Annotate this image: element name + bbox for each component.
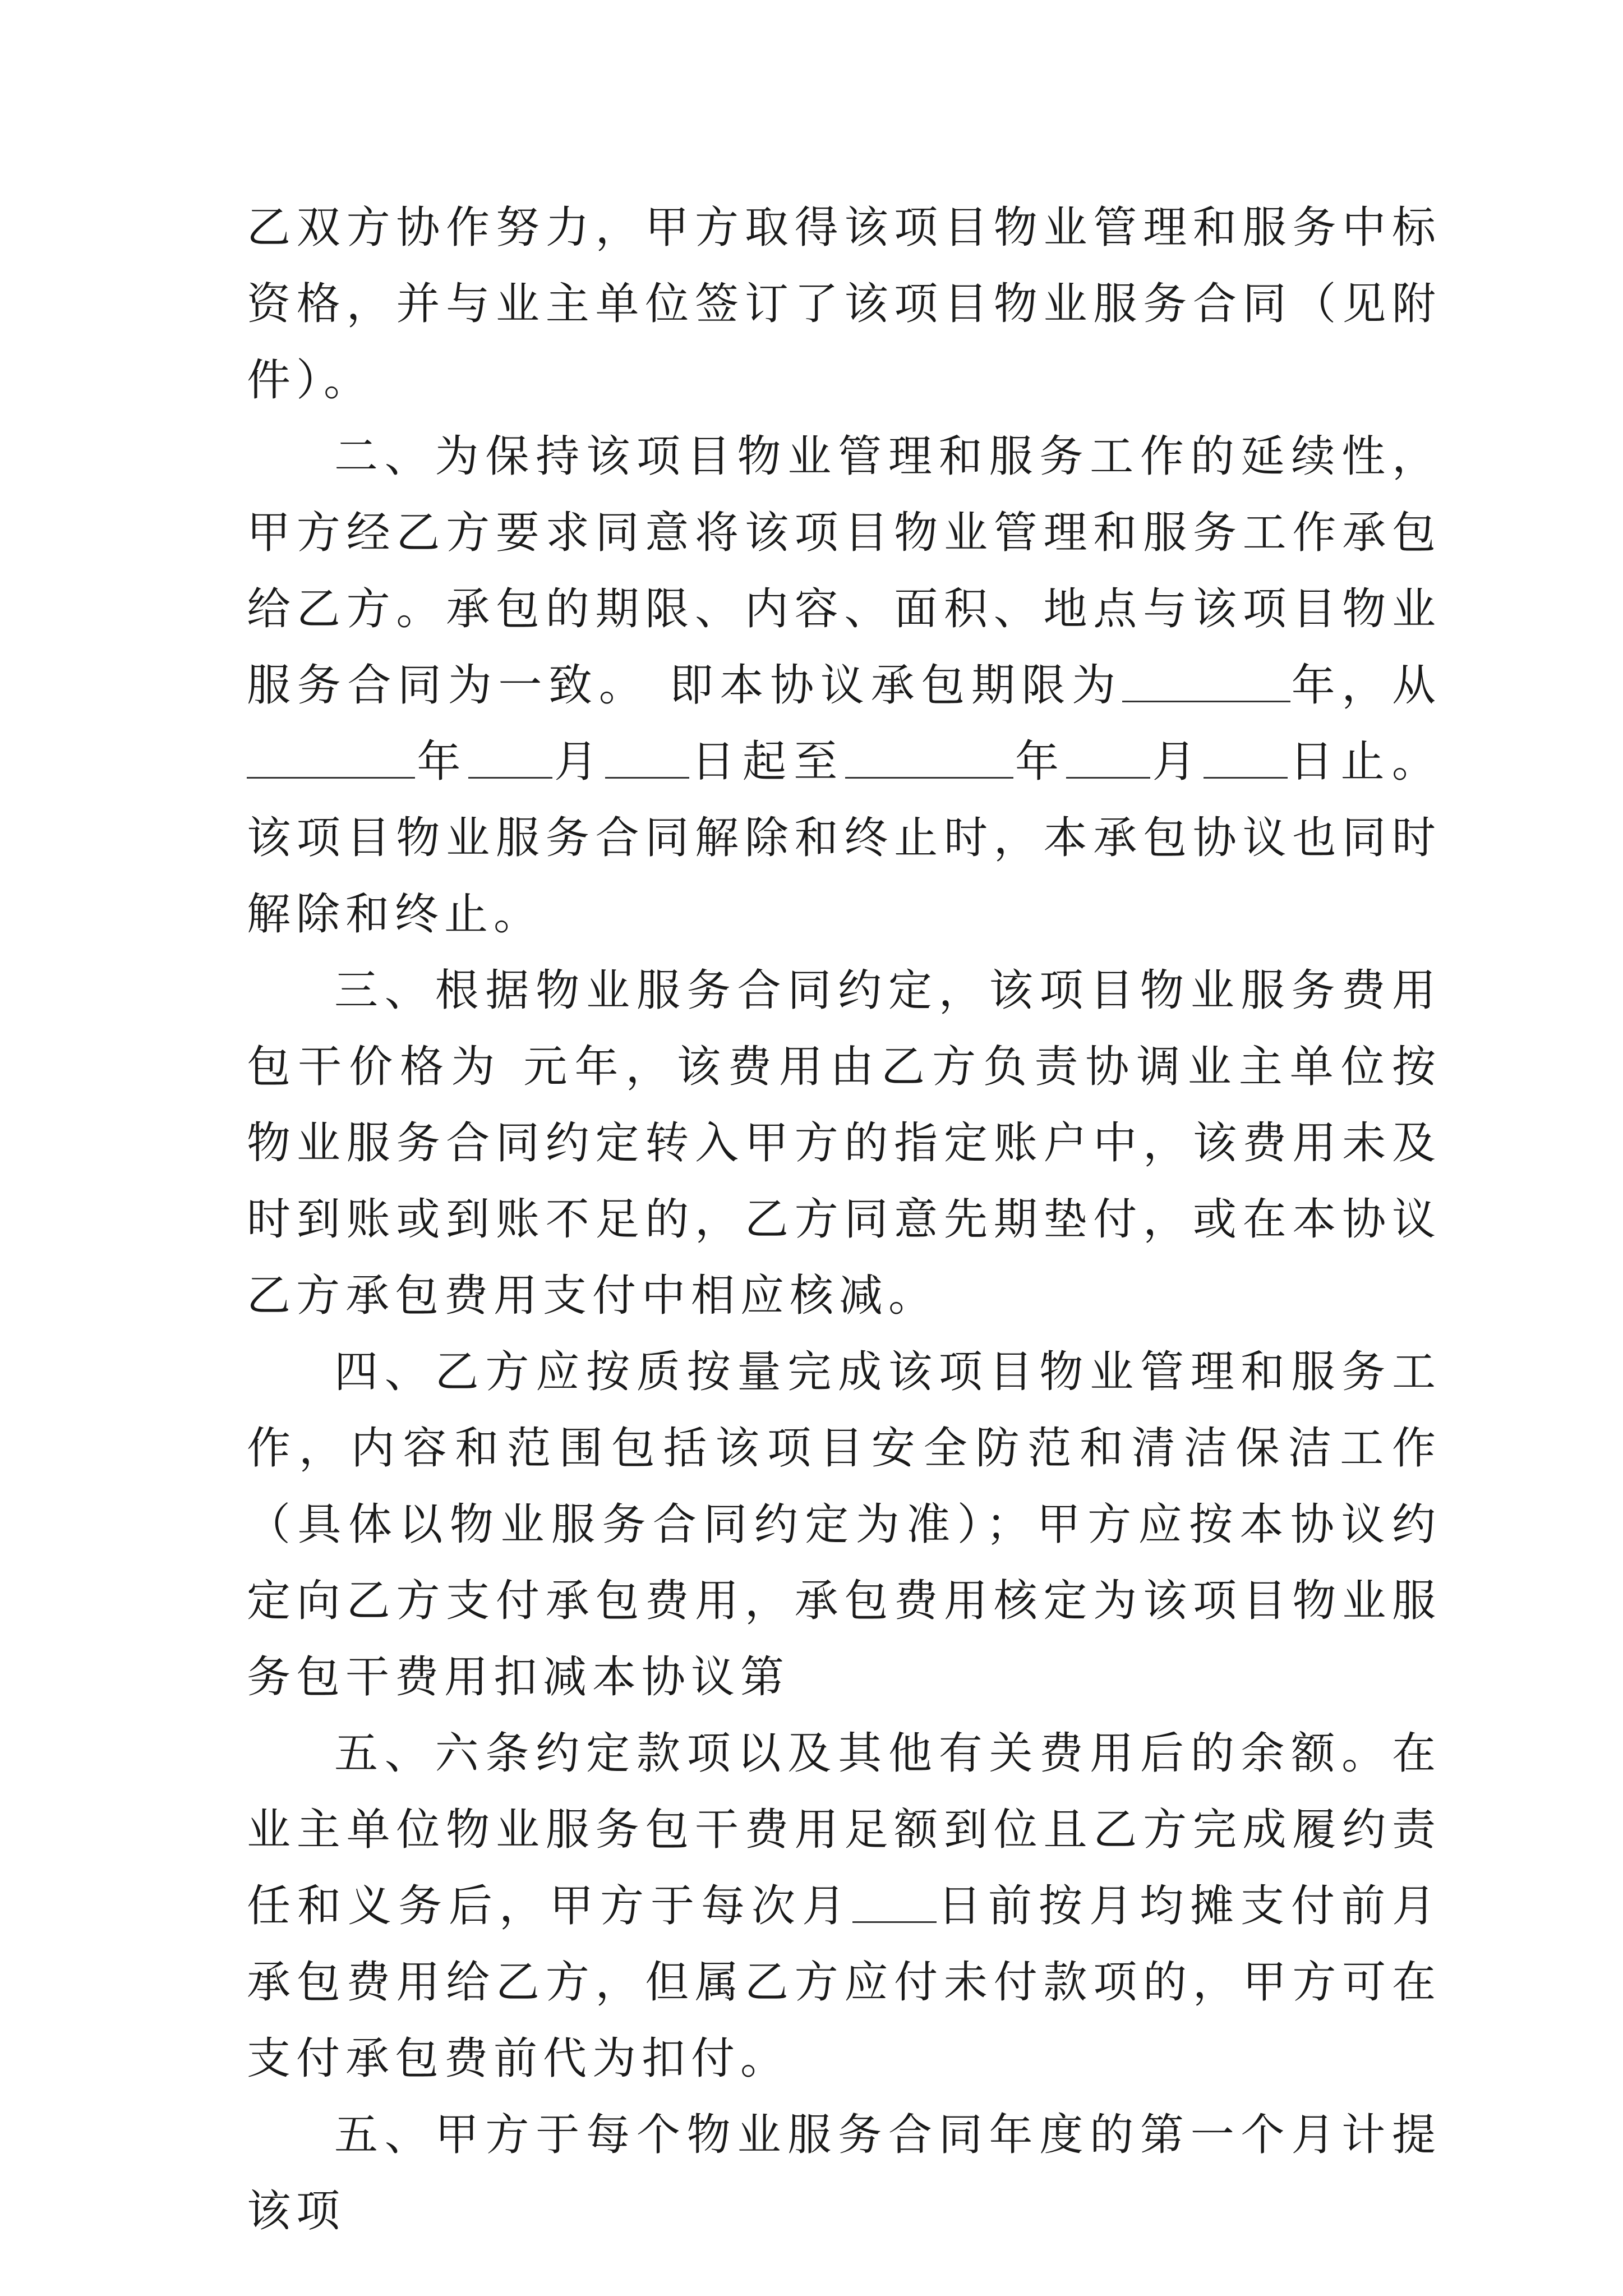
- paragraph-clause-2: [247, 418, 1441, 953]
- contract-body: [247, 190, 1441, 2249]
- paragraph-clause-4: 四、乙方应按质按量完成该项目物业管理和服务工作，内容和范围包括该项目安全防范和清洁保洁工作（具体以物业服务合同约定为准）；甲方应按本协议约定向乙方支付承包费用，承包费用核定为该项目物业服务包干费用扣减本协议第: [247, 1347, 1441, 1703]
- clause-2-term-text-3: 年: [415, 737, 468, 787]
- blank-start-year[interactable]: [247, 740, 415, 779]
- clause-2-term-text-2: 年，从: [1290, 660, 1441, 711]
- clause-2-term-text-6: 年: [1013, 737, 1067, 787]
- blank-end-year[interactable]: [845, 740, 1013, 779]
- blank-term-years[interactable]: [1122, 664, 1290, 702]
- clause-5-6-text-1: 五、六条约定款项以及其他有关费用后的余额。在业主单位物业服务包干费用足额到位且乙方完成履约责任和义务后，甲方于每次月: [247, 1728, 1441, 1931]
- blank-end-month[interactable]: [1066, 740, 1150, 779]
- clause-2-term-text-7: 月: [1150, 737, 1204, 787]
- paragraph-clause-3: 三、根据物业服务合同约定，该项目物业服务费用包干价格为 元年，该费用由乙方负责协调业主单位按物业服务合同约定转入甲方的指定账户中，该费用未及时到账或到账不足的，乙方同意先期垫付，或在本协议乙方承包费用支付中相应核减。: [247, 965, 1441, 1321]
- clause-2-term-text-4: 月: [552, 737, 606, 787]
- clause-2-term-text-8: 日止。该项目物业服务合同解除和终止时，本承包协议也同时解除和终止。: [247, 737, 1441, 940]
- clause-2-term-text-5: 日起至: [689, 737, 845, 787]
- clause-2-term-text-1: 即本协议承包期限为: [649, 660, 1122, 711]
- paragraph-clause-5-6: [247, 1715, 1441, 2097]
- paragraph-clause-5: 五、甲方于每个物业服务合同年度的第一个月计提该项: [247, 2110, 1441, 2237]
- blank-end-day[interactable]: [1204, 740, 1288, 779]
- clause-5-6-text-2: 日前按月均摊支付前月承包费用给乙方，但属乙方应付未付款项的，甲方可在支付承包费前代为扣付。: [247, 1881, 1441, 2084]
- clause-2-text: 二、为保持该项目物业管理和服务工作的延续性，甲方经乙方要求同意将该项目物业管理和服务工作承包给乙方。承包的期限、内容、面积、地点与该项目物业服务合同为一致。: [247, 431, 1441, 711]
- blank-payment-day[interactable]: [852, 1884, 937, 1923]
- blank-start-day[interactable]: [605, 740, 689, 779]
- paragraph-continuation: 乙双方协作努力，甲方取得该项目物业管理和服务中标资格，并与业主单位签订了该项目物业服务合同（见附件）。: [247, 203, 1441, 406]
- blank-start-month[interactable]: [468, 740, 552, 779]
